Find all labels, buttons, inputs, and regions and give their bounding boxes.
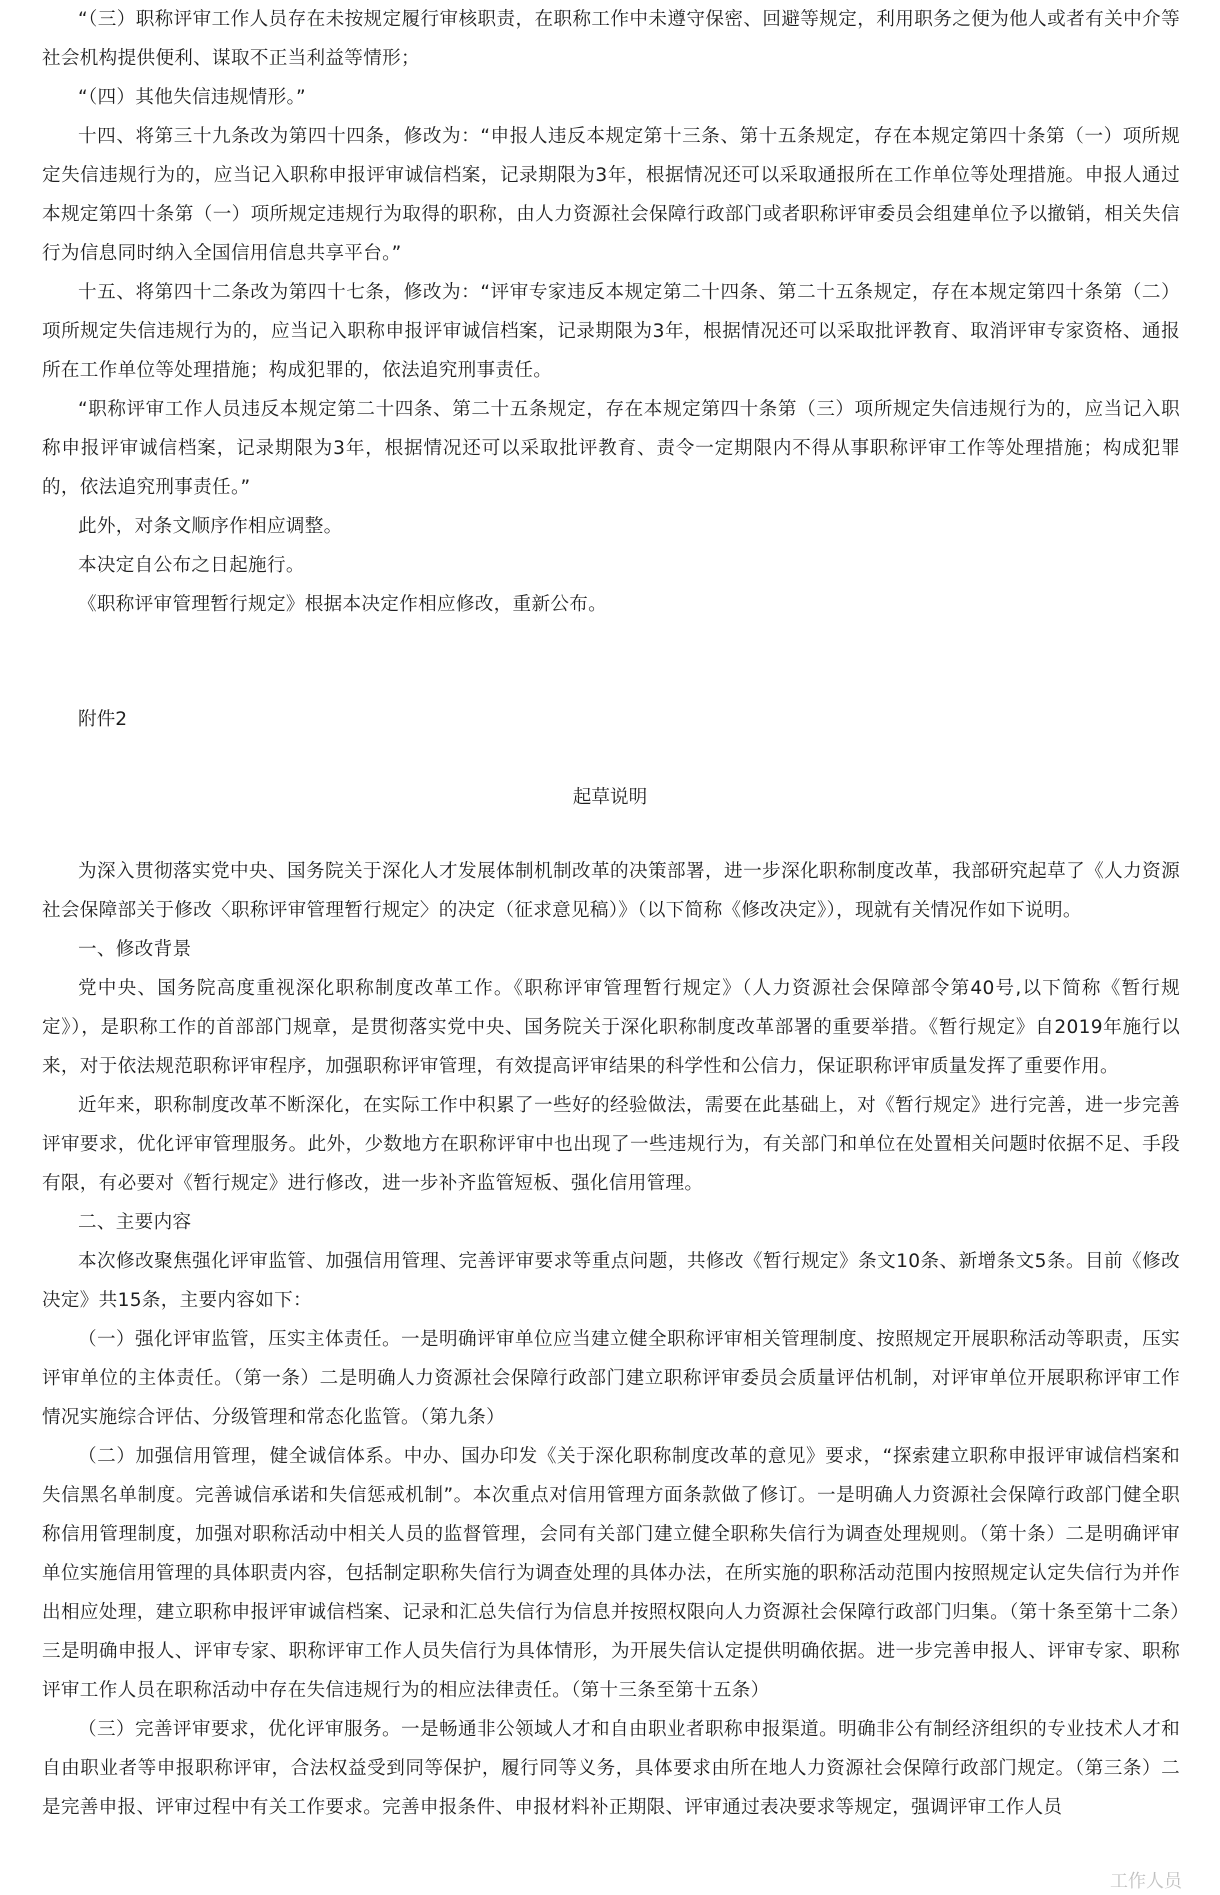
- section-heading: 二、主要内容: [78, 1212, 192, 1233]
- paragraph: 《职称评审管理暂行规定》根据本决定作相应修改，重新公布。: [78, 594, 608, 615]
- amendment-text-block: [42, 0, 1180, 624]
- paragraph: 此外，对条文顺序作相应调整。: [78, 516, 343, 537]
- paragraph: （二）加强信用管理，健全诚信体系。中办、国办印发《关于深化职称制度改革的意见》要求，“探索建立职称申报评审诚信档案和失信黑名单制度。完善诚信承诺和失信惩戒机制”。本次重点对信用管理方面条款做了修订。一是明确人力资源社会保障行政部门健全职称信用管理制度，加强对职称活动中相关人员的监督管理，会同有关部门建立健全职称失信行为调查处理规则。（第十条）二是明确评审单位实施信用管理的具体职责内容，包括制定职称失信行为调查处理的具体办法，在所实施的职称活动范围内按照规定认定失信行为并作出相应处理，建立职称申报评审诚信档案、记录和汇总失信行为信息并按照权限向人力资源社会保障行政部门归集。（第十条至第十二条）三是明确申报人、评审专家、职称评审工作人员失信行为具体情形，为开展失信认定提供明确依据。进一步完善申报人、评审专家、职称评审工作人员在职称活动中存在失信违规行为的相应法律责任。（第十三条至第十五条）: [42, 1446, 1180, 1701]
- paragraph: （一）强化评审监管，压实主体责任。一是明确评审单位应当建立健全职称评审相关管理制度、按照规定开展职称活动等职责，压实评审单位的主体责任。（第一条）二是明确人力资源社会保障行政部门建立职称评审委员会质量评估机制，对评审单位开展职称评审工作情况实施综合评估、分级管理和常态化监管。（第九条）: [42, 1329, 1180, 1428]
- paragraph: “（三）职称评审工作人员存在未按规定履行审核职责，在职称工作中未遵守保密、回避等规定，利用职务之便为他人或者有关中介等社会机构提供便利、谋取不正当利益等情形；: [42, 9, 1180, 69]
- paragraph: 本决定自公布之日起施行。: [78, 555, 305, 576]
- paragraph: 近年来，职称制度改革不断深化，在实际工作中积累了一些好的经验做法，需要在此基础上，对《暂行规定》进行完善，进一步完善评审要求，优化评审管理服务。此外，少数地方在职称评审中也出现了一些违规行为，有关部门和单位在处置相关问题时依据不足、手段有限，有必要对《暂行规定》进行修改，进一步补齐监管短板、强化信用管理。: [42, 1095, 1180, 1194]
- watermark: 工作人员: [1110, 1871, 1182, 1892]
- section-heading: 一、修改背景: [78, 939, 192, 960]
- annex-label: 附件2: [78, 709, 128, 730]
- drafting-explanation-block: [42, 852, 1180, 1827]
- paragraph: 十五、将第四十二条改为第四十七条，修改为：“评审专家违反本规定第二十四条、第二十五条规定，存在本规定第四十条第（二）项所规定失信违规行为的，应当记入职称申报评审诚信档案，记录期限为3年，根据情况还可以采取批评教育、取消评审专家资格、通报所在工作单位等处理措施；构成犯罪的，依法追究刑事责任。: [42, 282, 1180, 381]
- paragraph: “（四）其他失信违规情形。”: [78, 87, 306, 108]
- paragraph: “职称评审工作人员违反本规定第二十四条、第二十五条规定，存在本规定第四十条第（三）项所规定失信违规行为的，应当记入职称申报评审诚信档案，记录期限为3年，根据情况还可以采取批评教育、责令一定期限内不得从事职称评审工作等处理措施；构成犯罪的，依法追究刑事责任。”: [42, 399, 1180, 498]
- paragraph: 十四、将第三十九条改为第四十四条，修改为：“申报人违反本规定第十三条、第十五条规定，存在本规定第四十条第（一）项所规定失信违规行为的，应当记入职称申报评审诚信档案，记录期限为3年，根据情况还可以采取通报所在工作单位等处理措施。申报人通过本规定第四十条第（一）项所规定违规行为取得的职称，由人力资源社会保障行政部门或者职称评审委员会组建单位予以撤销，相关失信行为信息同时纳入全国信用信息共享平台。”: [42, 126, 1180, 264]
- paragraph: 党中央、国务院高度重视深化职称制度改革工作。《职称评审管理暂行规定》（人力资源社会保障部令第40号,以下简称《暂行规定》），是职称工作的首部部门规章，是贯彻落实党中央、国务院关于深化职称制度改革部署的重要举措。《暂行规定》自2019年施行以来，对于依法规范职称评审程序，加强职称评审管理，有效提高评审结果的科学性和公信力，保证职称评审质量发挥了重要作用。: [42, 978, 1180, 1077]
- paragraph: （三）完善评审要求，优化评审服务。一是畅通非公领域人才和自由职业者职称申报渠道。明确非公有制经济组织的专业技术人才和自由职业者等申报职称评审，合法权益受到同等保护，履行同等义务，具体要求由所在地人力资源社会保障行政部门规定。（第三条）二是完善申报、评审过程中有关工作要求。完善申报条件、申报材料补正期限、评审通过表决要求等规定，强调评审工作人员: [42, 1719, 1180, 1818]
- section-title: 起草说明: [572, 787, 648, 808]
- paragraph: 为深入贯彻落实党中央、国务院关于深化人才发展体制机制改革的决策部署，进一步深化职称制度改革，我部研究起草了《人力资源社会保障部关于修改〈职称评审管理暂行规定〉的决定（征求意见稿）》（以下简称《修改决定》），现就有关情况作如下说明。: [42, 861, 1180, 921]
- paragraph: 本次修改聚焦强化评审监管、加强信用管理、完善评审要求等重点问题，共修改《暂行规定》条文10条、新增条文5条。目前《修改决定》共15条，主要内容如下：: [42, 1251, 1180, 1311]
